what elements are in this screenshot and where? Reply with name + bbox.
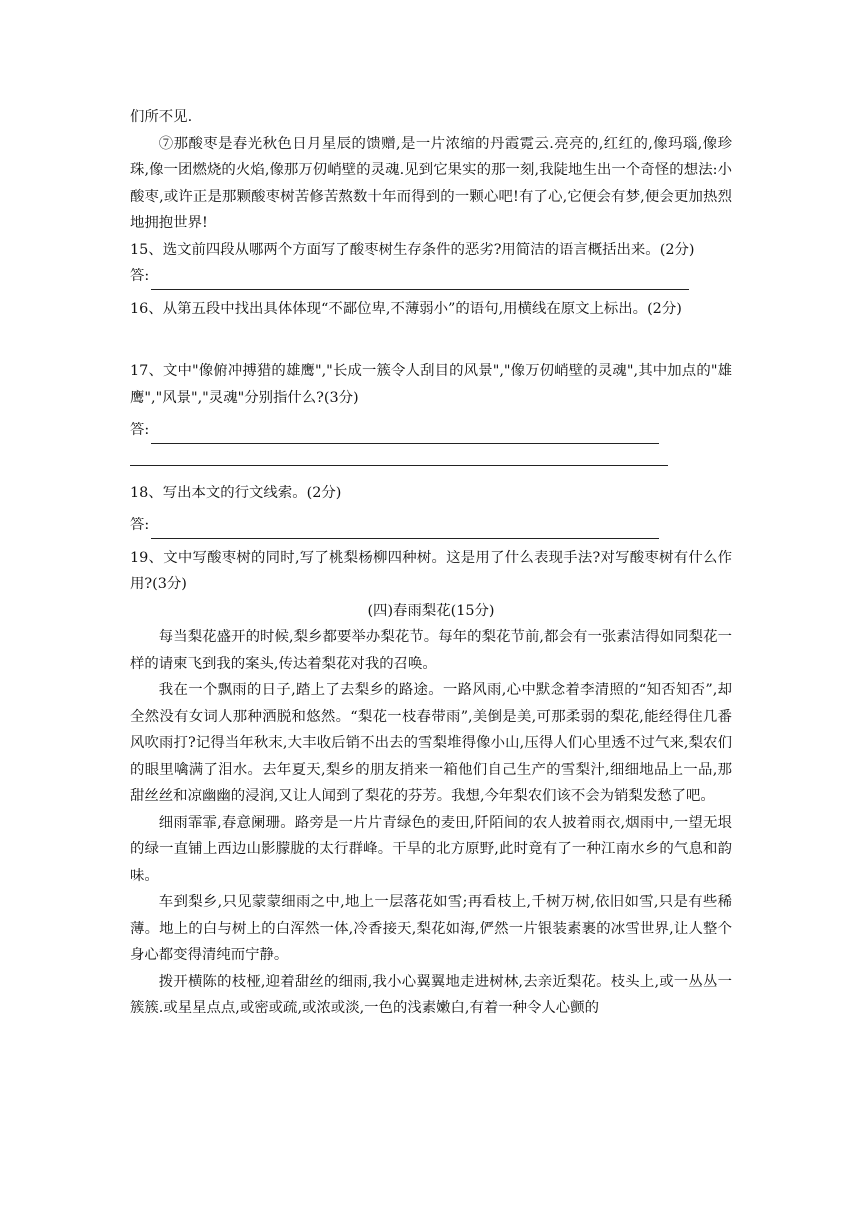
question-18: 18、写出本文的行文线索。(2分) (130, 484, 342, 501)
answer-17 (130, 417, 732, 444)
question-16: 16、从第五段中找出具体体现“不鄙位卑,不薄弱小”的语句,用横线在原文上标出。(2分) (130, 300, 682, 317)
answer-line (151, 273, 689, 290)
answer-label: 答: (130, 517, 150, 533)
section-paragraph-2: 我在一个飘雨的日子,踏上了去梨乡的路途。一路风雨,心中默念着李清照的“知否知否”,却全然没有女词人那种洒脱和悠然。“梨花一枝春带雨”,美倒是美,可那柔弱的梨花,能经得住几番风吹雨打?记得当年秋末,大丰收后销不出去的雪梨堆得像小山,压得人们心里透不过气来,梨农们的眼里噙满了泪水。去年夏天,梨乡的朋友捎来一箱他们自己生产的雪梨汁,细细地品上一品,那甜丝丝和凉幽幽的浸润,又让人闻到了梨花的芬芳。我想,今年梨农们该不会为销梨发愁了吧。 (130, 682, 732, 804)
question-17: 17、文中"像俯冲搏猎的雄鹰","长成一簇令人刮目的风景","像万仞峭壁的灵魂",其中加点的"雄鹰","风景","灵魂"分别指什么?(3分) (130, 363, 732, 406)
answer-line (151, 522, 659, 539)
section-paragraph-1: 每当梨花盛开的时候,梨乡都要举办梨花节。每年的梨花节前,都会有一张素洁得如同梨花一样的请柬飞到我的案头,传达着梨花对我的召唤。 (130, 629, 732, 672)
answer-18 (130, 512, 732, 539)
question-19: 19、文中写酸枣树的同时,写了桃梨杨柳四种树。这是用了什么表现手法?对写酸枣树有什么作用?(3分) (130, 549, 732, 592)
answer-label: 答: (130, 422, 150, 438)
passage-p6-tail: 们所不见. (130, 109, 193, 125)
section-paragraph-5: 拨开横陈的枝桠,迎着甜丝的细雨,我小心翼翼地走进树林,去亲近梨花。枝头上,或一丛丛一簇簇.或星星点点,或密或疏,或浓或淡,一色的浅素嫩白,有着一种令人心颤的 (130, 973, 732, 1016)
passage-p7: ⑦那酸枣是春光秋色日月星辰的馈赠,是一片浓缩的丹霞霓云.亮亮的,红红的,像玛瑙,像珍珠,像一团燃烧的火焰,像那万仞峭壁的灵魂.见到它果实的那一刻,我陡地生出一个奇怪的想法:小酸枣,或许正是那颗酸枣树苦修苦熬数十年而得到的一颗心吧!有了心,它便会有梦,便会更加热烈地拥抱世界! (130, 135, 732, 231)
document-content (130, 104, 732, 1022)
question-15: 15、选文前四段从哪两个方面写了酸枣树生存条件的恶劣?用简洁的语言概括出来。(2分) (130, 241, 695, 258)
section-title: (四)春雨梨花(15分) (367, 602, 495, 619)
answer-line (151, 427, 659, 444)
section-paragraph-3: 细雨霏霏,春意阑珊。路旁是一片片青绿色的麦田,阡陌间的农人披着雨衣,烟雨中,一望无垠的绿一直铺上西边山影朦胧的太行群峰。干旱的北方原野,此时竟有了一种江南水乡的气息和韵味。 (130, 814, 732, 884)
answer-label: 答: (130, 268, 150, 284)
answer-15 (130, 263, 732, 290)
section-paragraph-4: 车到梨乡,只见蒙蒙细雨之中,地上一层落花如雪;再看枝上,千树万树,依旧如雪,只是有些稀薄。地上的白与树上的白浑然一体,冷香接天,梨花如海,俨然一片银装素裹的冰雪世界,让人整个身心都变得清纯而宁静。 (130, 894, 732, 963)
